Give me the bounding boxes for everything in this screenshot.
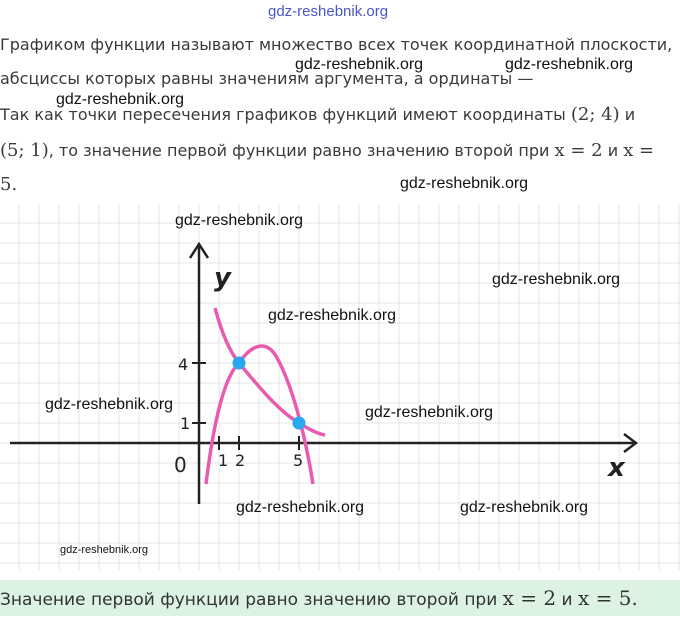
point-2-4: (2; 4): [570, 104, 620, 125]
watermark: gdz-reshebnik.org: [45, 396, 174, 413]
intersection-point-2-4: [233, 357, 246, 370]
y-tick-label-1: 1: [180, 414, 191, 433]
paragraph-line-4: [0, 140, 654, 162]
point-5-1: (5; 1): [0, 140, 49, 161]
answer-math-1: x = 2: [502, 586, 557, 610]
x-tick-label-1: 1: [218, 451, 229, 470]
y-tick-label-4: 4: [178, 355, 189, 374]
answer-math-2: x = 5.: [578, 586, 638, 610]
header-watermark: gdz-reshebnik.org: [268, 3, 389, 20]
watermark: gdz-reshebnik.org: [295, 56, 424, 73]
intersection-point-5-1: [293, 417, 306, 430]
paragraph-line-1: [0, 34, 672, 56]
answer-text-a: Значение первой функции равно значению второй при: [0, 590, 503, 610]
line-3-text-b: и: [619, 105, 636, 124]
watermark: gdz-reshebnik.org: [460, 499, 589, 516]
origin-label: 0: [174, 453, 187, 477]
line-1-text: Графиком функции называют множество всех точек координатной плоскости,: [0, 35, 673, 54]
watermark: gdz-reshebnik.org: [400, 175, 529, 192]
math-5: 5.: [0, 174, 18, 195]
x-tick-label-5: 5: [293, 451, 304, 470]
y-axis-label: y: [214, 263, 231, 293]
answer-text-b: и: [556, 590, 579, 610]
line-3-text-a: Так как точки пересечения графиков функций имеют координаты: [0, 105, 571, 124]
x-tick-label-2: 2: [235, 451, 246, 470]
watermark: gdz-reshebnik.org: [236, 499, 365, 516]
watermark: gdz-reshebnik.org: [492, 271, 621, 288]
watermark: gdz-reshebnik.org: [60, 544, 149, 556]
line-4-text-a: , то значение первой функции равно значению второй при: [48, 141, 555, 160]
line-2-text: абсциссы которых равны значениям аргумента, а ординаты —: [0, 69, 534, 88]
math-x-eq-2: x = 2: [554, 140, 603, 161]
line-4-text-b: и: [602, 141, 624, 160]
paragraph-line-5: [0, 174, 17, 196]
watermark: gdz-reshebnik.org: [268, 307, 397, 324]
paragraph-line-2: [0, 68, 533, 90]
x-axis-label: x: [608, 453, 625, 483]
watermark: gdz-reshebnik.org: [56, 91, 185, 108]
watermark: gdz-reshebnik.org: [365, 404, 494, 421]
math-x-eq: x =: [623, 140, 655, 161]
watermark: gdz-reshebnik.org: [175, 212, 304, 229]
answer-box: [0, 580, 680, 616]
watermark: gdz-reshebnik.org: [505, 56, 634, 73]
